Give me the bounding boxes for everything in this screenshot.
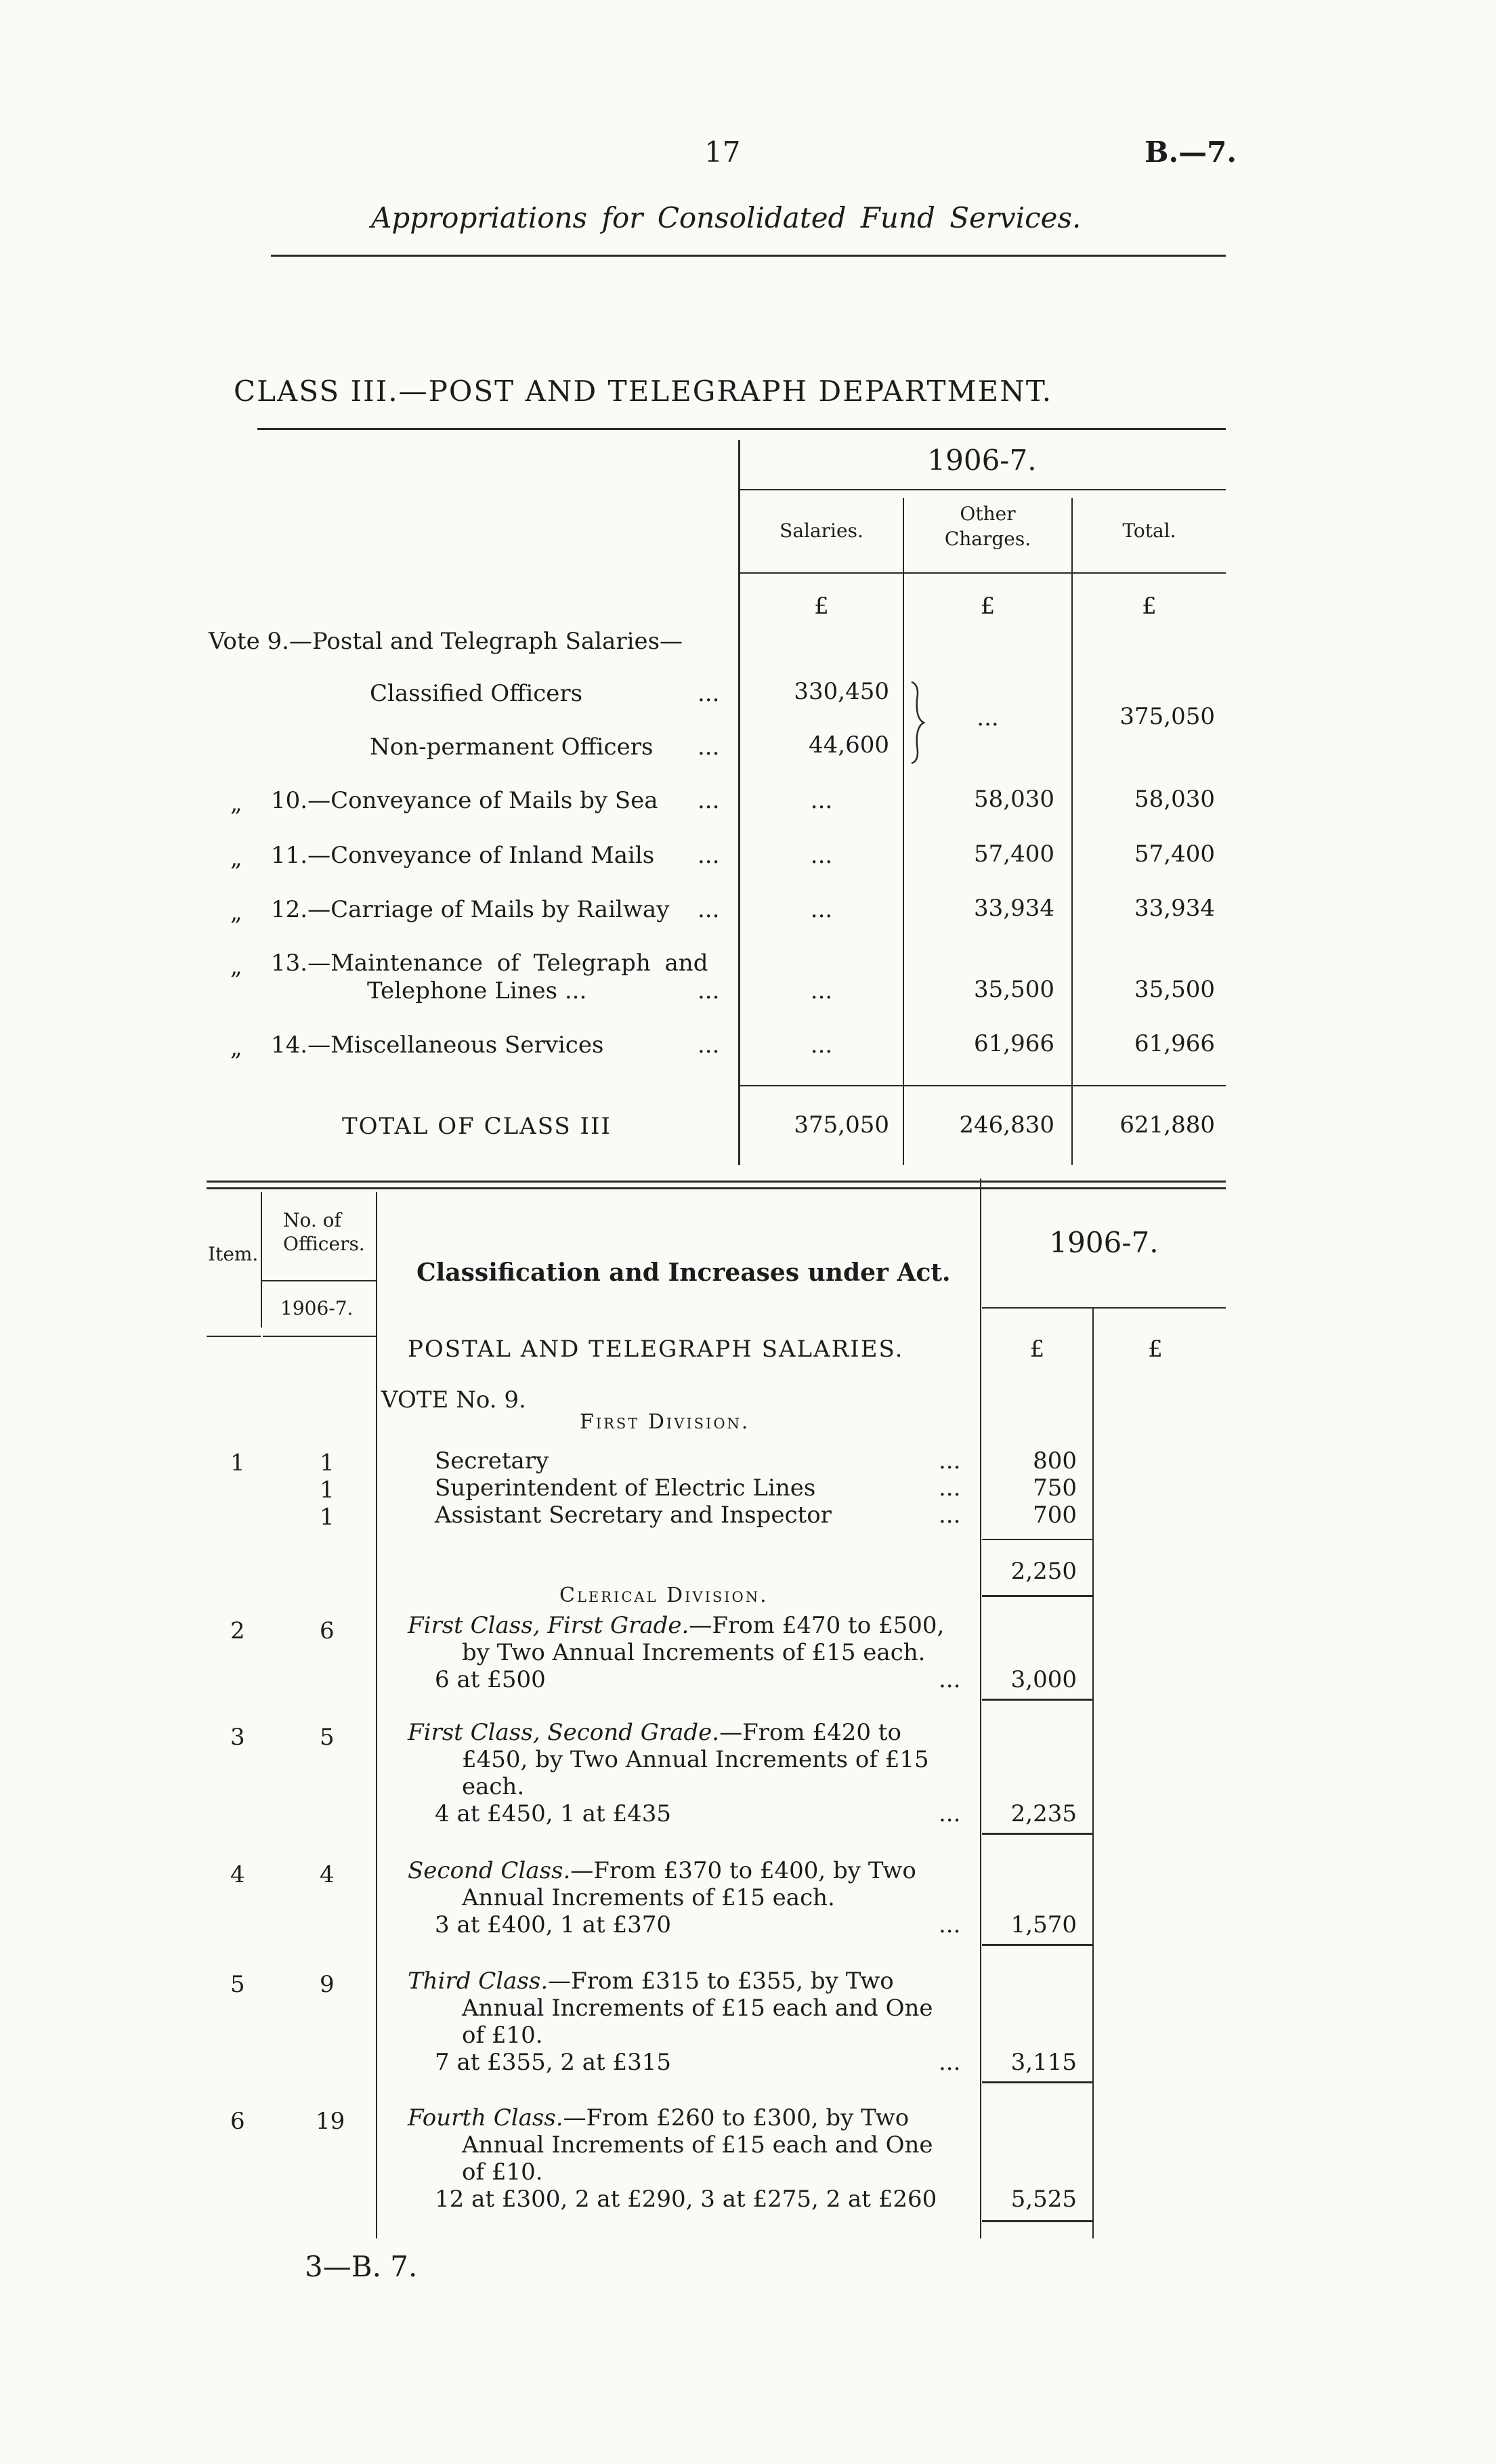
vote-13-total: 35,500 (1134, 976, 1215, 1003)
vote-12-salaries: ... (810, 896, 833, 923)
col-other-heading-line1: Other (960, 503, 1016, 525)
ditto-mark: „ (230, 845, 242, 872)
vote-11-total: 57,400 (1134, 841, 1215, 868)
item-number: 3 (230, 1724, 245, 1751)
class-title-rule (257, 428, 1226, 430)
entry-line: of £10. (462, 2022, 543, 2049)
ditto-mark: „ (230, 790, 242, 817)
entry-line: by Two Annual Increments of £15 each. (462, 1639, 926, 1666)
leader-dots: ... (939, 1447, 961, 1474)
total-other-charges: 246,830 (959, 1111, 1054, 1139)
officers-count: 5 (320, 1724, 335, 1751)
entry-amount-rule (982, 1833, 1092, 1835)
page-title: Appropriations for Consolidated Fund Services. (371, 201, 1082, 234)
item-header-rule (207, 1336, 261, 1337)
clerical-entry-text (408, 1857, 916, 1884)
entry-line: of £10. (462, 2159, 543, 2186)
officers-count: 6 (320, 1617, 335, 1644)
non-permanent-officers-label: Non-permanent Officers (370, 734, 654, 761)
entry-line: Annual Increments of £15 each and One (462, 1995, 933, 2022)
vote-14-total: 61,966 (1134, 1030, 1215, 1057)
double-rule-bottom (207, 1187, 1226, 1189)
header-rule (271, 255, 1226, 257)
leader-dots: ... (698, 680, 720, 707)
vote-10-label: 10.—Conveyance of Mails by Sea (271, 787, 658, 814)
vote-12-label: 12.—Carriage of Mails by Railway (271, 896, 670, 923)
officers-count: 1 (320, 1477, 335, 1504)
superintendent-label: Superintendent of Electric Lines (435, 1474, 816, 1502)
col-total-heading: Total. (1122, 519, 1176, 542)
item-number: 4 (230, 1861, 245, 1888)
leader-dots: ... (939, 1474, 961, 1502)
vote-11-label: 11.—Conveyance of Inland Mails (271, 842, 655, 869)
vote-13-label: 13.—Maintenance of Telegraph and (271, 950, 708, 977)
item-col-divider (261, 1192, 262, 1327)
classification-year-heading: 1906-7. (1049, 1226, 1159, 1259)
assistant-secretary-label: Assistant Secretary and Inspector (435, 1502, 832, 1529)
vote-12-other-charges: 33,934 (974, 895, 1054, 922)
secretary-amount: 800 (1033, 1447, 1077, 1474)
item-number: 6 (230, 2108, 245, 2135)
entry-amount: 2,235 (1010, 1800, 1077, 1827)
leader-dots: ... (698, 896, 720, 923)
leader-dots: ... (698, 1032, 720, 1059)
subtotal-rule-bottom (982, 1595, 1092, 1597)
vote-9-other-charges: ... (977, 704, 999, 731)
entry-amount-rule (982, 2081, 1092, 2083)
entry-amount: 3,000 (1010, 1666, 1077, 1693)
vote-14-label: 14.—Miscellaneous Services (271, 1032, 604, 1059)
entry-line: —From £370 to £400, by Two (570, 1857, 916, 1884)
vote-number: VOTE No. 9. (381, 1386, 526, 1414)
clerical-entry-text (408, 1719, 901, 1746)
entry-line: —From £420 to (719, 1719, 901, 1746)
officers-year-heading: 1906-7. (280, 1297, 354, 1319)
officers-column-heading-line2: Officers. (283, 1233, 365, 1255)
officers-column-heading-line1: No. of (283, 1209, 341, 1231)
vote-13-other-charges: 35,500 (974, 976, 1054, 1003)
entry-line: —From £470 to £500, (689, 1612, 945, 1639)
amount-col-left-border (980, 1178, 981, 2238)
leader-dots: ... (698, 734, 720, 761)
leader-dots: ... (698, 787, 720, 814)
vote-10-salaries: ... (810, 787, 833, 814)
officers-count: 1 (320, 1504, 335, 1531)
ditto-mark: „ (230, 899, 242, 926)
vote-12-total: 33,934 (1134, 895, 1215, 922)
entry-line: 12 at £300, 2 at £290, 3 at £275, 2 at £260 (435, 2186, 937, 2213)
leader-dots: ... (939, 1502, 961, 1529)
item-number: 1 (230, 1449, 245, 1477)
item-number: 5 (230, 1971, 245, 1998)
votes-year-heading: 1906-7. (927, 444, 1037, 477)
entry-line: £450, by Two Annual Increments of £15 (462, 1746, 929, 1773)
entry-amount: 3,115 (1010, 2049, 1077, 2076)
entry-lead: Fourth Class. (408, 2104, 563, 2131)
vote-9-total: 375,050 (1119, 703, 1215, 730)
votes-year-rule (738, 489, 1226, 490)
entry-line: Annual Increments of £15 each and One (462, 2131, 933, 2159)
leader-dots: ... (939, 1666, 961, 1693)
clerical-entry-text (408, 1968, 894, 1995)
vote-14-salaries: ... (810, 1032, 833, 1059)
entry-line: —From £315 to £355, by Two (548, 1968, 894, 1995)
total-currency: £ (1142, 593, 1157, 620)
votes-total-rule (738, 1085, 1226, 1086)
footer-signature: 3—B. 7. (305, 2250, 418, 2283)
entry-line: each. (462, 1773, 525, 1800)
amount-year-rule (982, 1307, 1226, 1309)
vote-13-label-line2: Telephone Lines ... (367, 977, 587, 1004)
entry-lead: Second Class. (408, 1857, 571, 1884)
vote-10-total: 58,030 (1134, 786, 1215, 813)
entry-amount-rule (982, 2220, 1092, 2222)
col-other-heading-line2: Charges. (944, 528, 1031, 550)
entry-amount: 1,570 (1010, 1911, 1077, 1938)
vote-11-other-charges: 57,400 (974, 841, 1054, 868)
vote-10-other-charges: 58,030 (974, 786, 1054, 813)
entry-line: 7 at £355, 2 at £315 (435, 2049, 672, 2076)
officers-year-rule (261, 1280, 376, 1281)
entry-line: 3 at £400, 1 at £370 (435, 1911, 672, 1938)
subtotal-rule-top (982, 1539, 1092, 1540)
entry-lead: First Class, Second Grade. (408, 1719, 720, 1746)
entry-lead: First Class, First Grade. (408, 1612, 689, 1639)
clerical-entry-text (408, 1612, 944, 1639)
section-title: POSTAL AND TELEGRAPH SALARIES. (408, 1336, 904, 1363)
vote-13-salaries: ... (810, 977, 833, 1004)
vote-9-label: Vote 9.—Postal and Telegraph Salaries— (209, 628, 683, 655)
entry-amount-rule (982, 1944, 1092, 1946)
entry-line: 6 at £500 (435, 1666, 546, 1693)
votes-header-rule (738, 572, 1226, 574)
amount-currency: £ (1029, 1336, 1045, 1363)
first-division-subtotal: 2,250 (1010, 1558, 1077, 1585)
clerical-entry-text (408, 2104, 909, 2131)
ditto-mark: „ (230, 953, 242, 980)
clerical-division-heading: Clerical Division. (559, 1584, 769, 1607)
col-salaries-heading: Salaries. (779, 519, 863, 542)
entry-line: Annual Increments of £15 each. (462, 1884, 835, 1911)
document-reference: B.—7. (1145, 135, 1237, 169)
amount-col-divider (1092, 1307, 1094, 2238)
officers-count: 4 (320, 1861, 335, 1888)
vote-11-salaries: ... (810, 842, 833, 869)
double-rule-top (207, 1181, 1226, 1183)
vote-14-other-charges: 61,966 (974, 1030, 1054, 1057)
classified-officers-label: Classified Officers (370, 680, 583, 707)
leader-dots: ... (939, 1911, 961, 1938)
classification-heading: Classification and Increases under Act. (416, 1258, 951, 1287)
officers-header-rule (263, 1336, 376, 1337)
salaries-currency: £ (814, 593, 829, 620)
leader-dots: ... (939, 1800, 961, 1827)
assistant-secretary-amount: 700 (1033, 1502, 1077, 1529)
secretary-label: Secretary (435, 1447, 549, 1474)
page-number: 17 (704, 135, 741, 169)
item-column-heading: Item. (208, 1243, 259, 1265)
leader-dots: ... (698, 977, 720, 1004)
officers-count: 1 (320, 1449, 335, 1477)
total-total: 621,880 (1119, 1111, 1215, 1139)
classified-officers-salaries: 330,450 (794, 678, 889, 705)
entry-line: 4 at £450, 1 at £435 (435, 1800, 672, 1827)
entry-line: —From £260 to £300, by Two (563, 2104, 910, 2131)
first-division-heading: First Division. (580, 1410, 750, 1434)
officers-count: 19 (316, 2108, 345, 2135)
other-currency: £ (980, 593, 996, 620)
entry-amount-rule (982, 1699, 1092, 1701)
total-salaries: 375,050 (794, 1111, 889, 1139)
leader-dots: ... (698, 842, 720, 869)
entry-amount: 5,525 (1010, 2186, 1077, 2213)
officers-col-divider (376, 1192, 377, 2238)
superintendent-amount: 750 (1033, 1474, 1077, 1502)
non-permanent-officers-salaries: 44,600 (809, 731, 889, 759)
entry-lead: Third Class. (408, 1968, 549, 1995)
item-number: 2 (230, 1617, 245, 1644)
total-class-iii-label: TOTAL OF CLASS III (342, 1113, 612, 1140)
leader-dots: ... (939, 2049, 961, 2076)
officers-count: 9 (320, 1971, 335, 1998)
ditto-mark: „ (230, 1034, 242, 1061)
class-title: CLASS III.—POST AND TELEGRAPH DEPARTMENT. (234, 375, 1053, 408)
total-amount-currency: £ (1148, 1336, 1163, 1363)
